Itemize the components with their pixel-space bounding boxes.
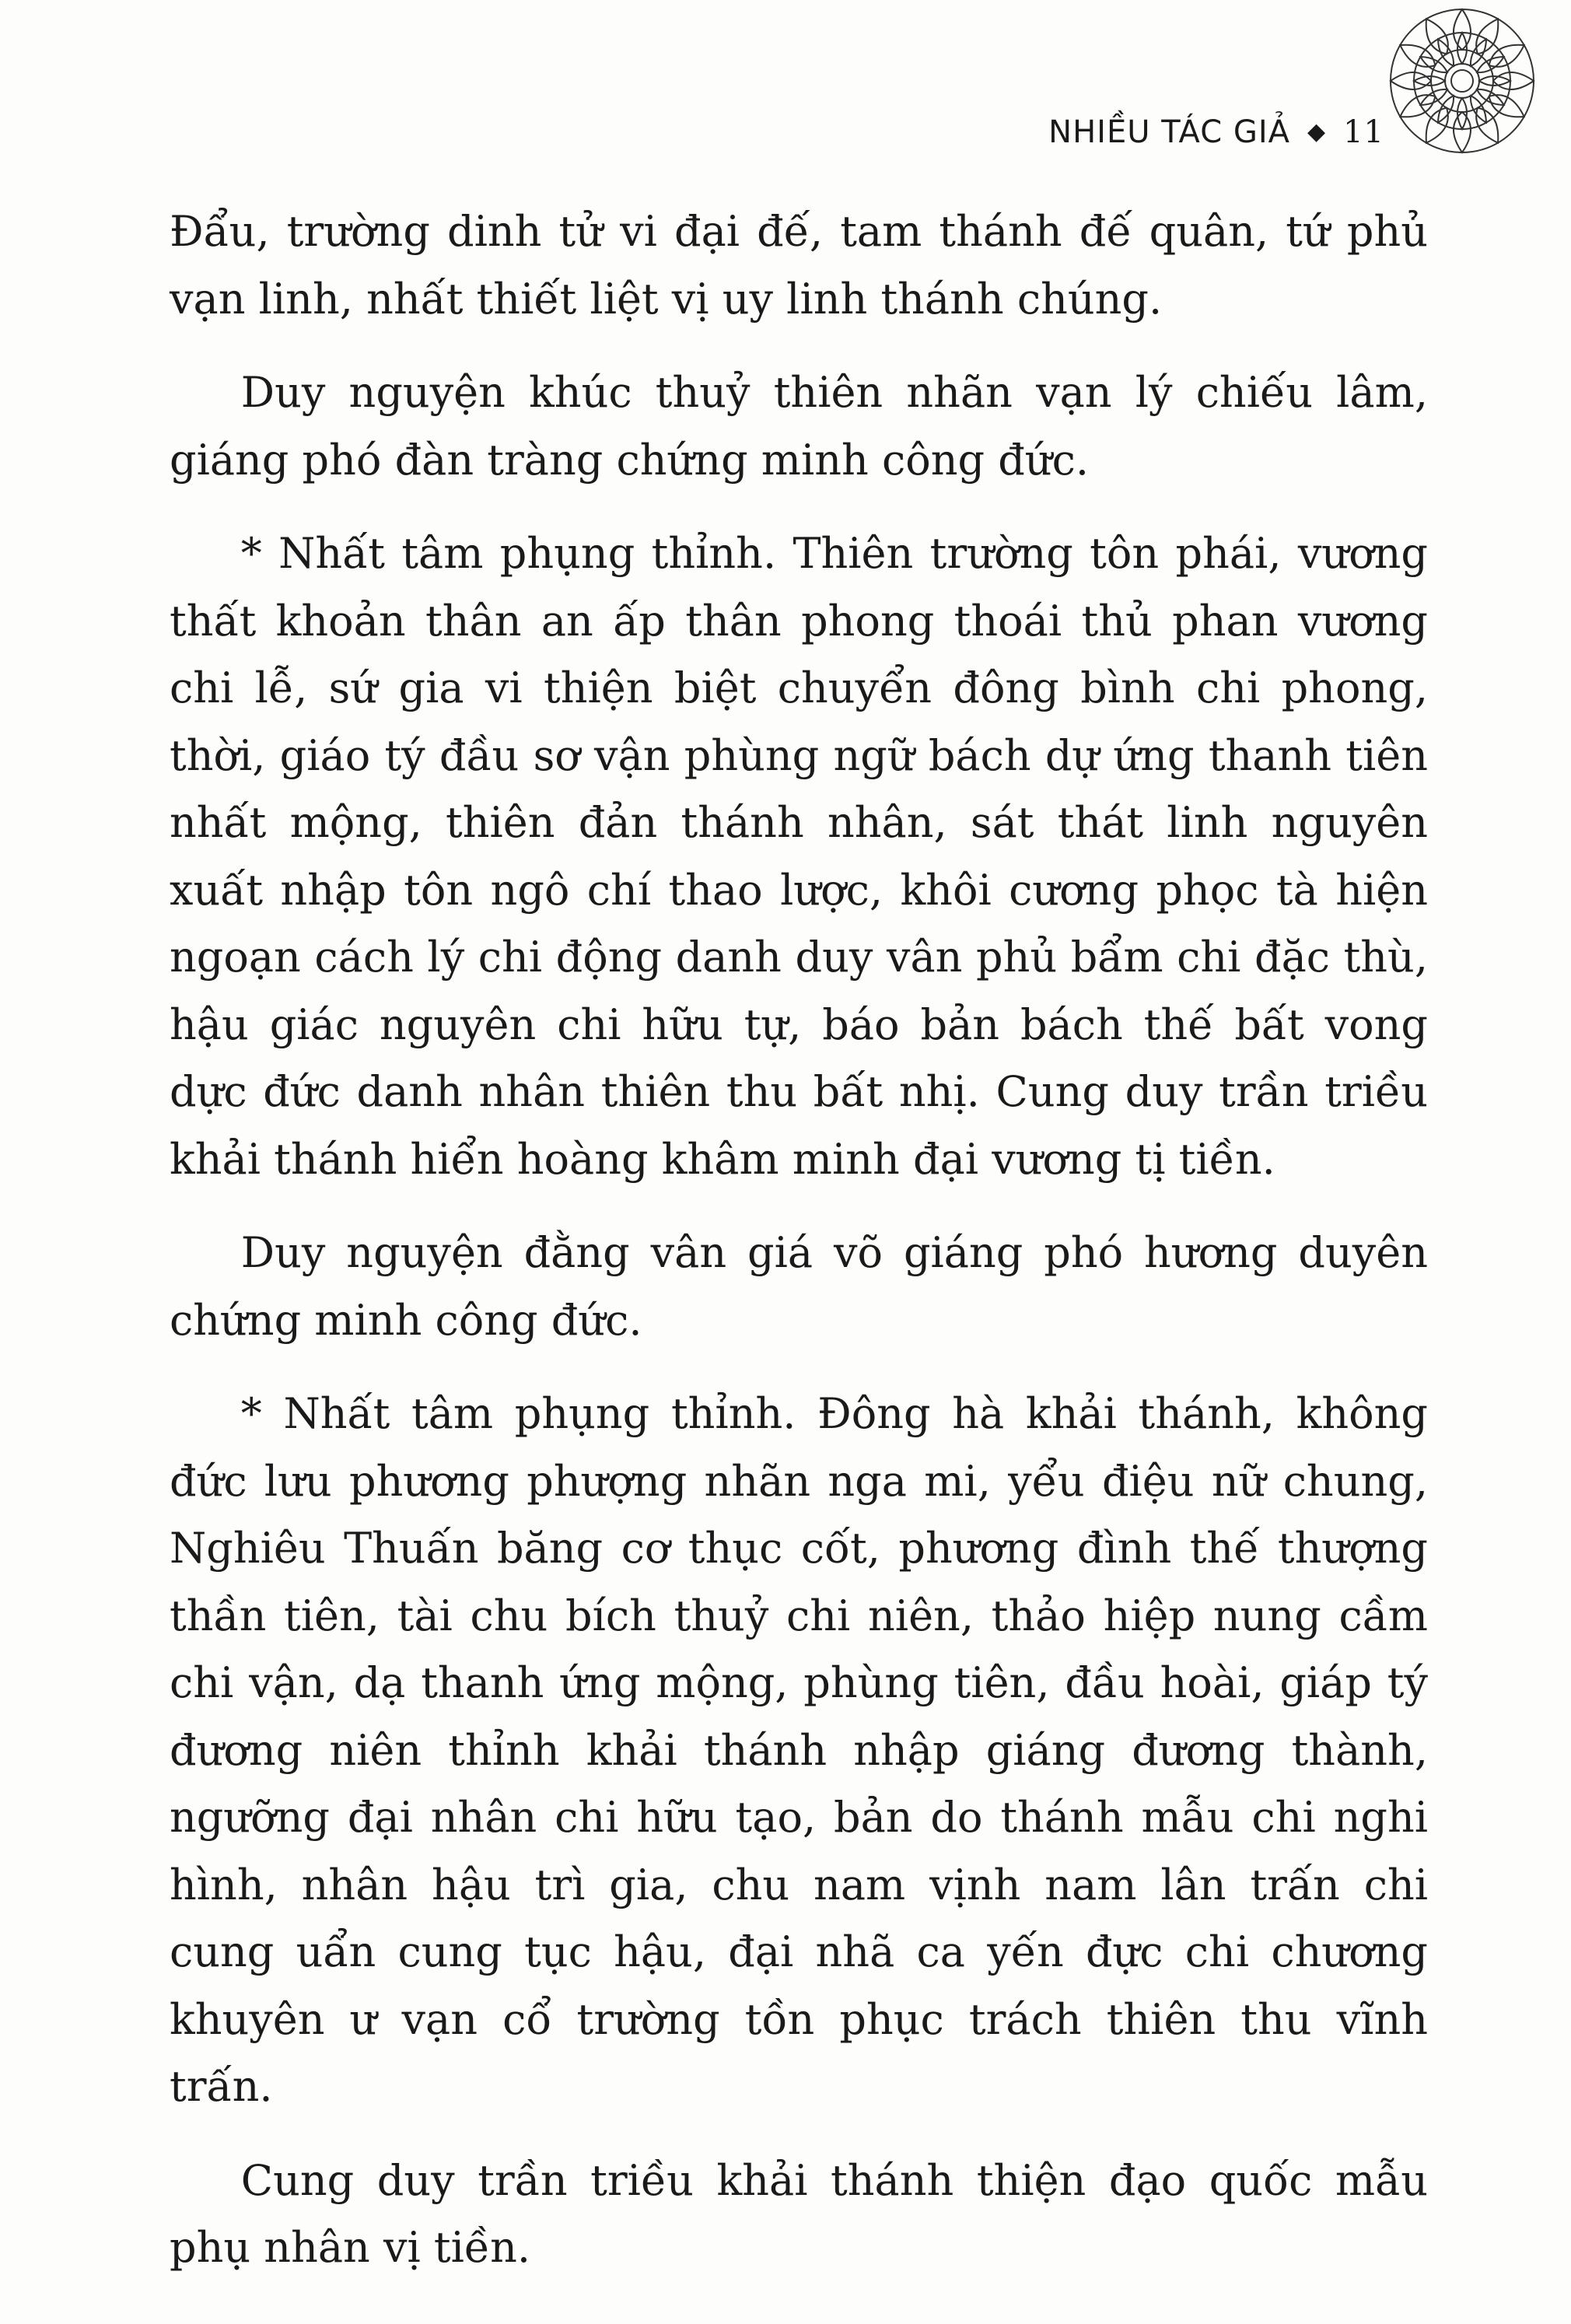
diamond-separator-icon: ◆ (1307, 118, 1327, 145)
paragraph-2: Duy nguyện khúc thuỷ thiên nhãn vạn lý chiếu lâm, giáng phó đàn tràng chứng minh công đức. (170, 368, 1428, 485)
paragraph-5: * Nhất tâm phụng thỉnh. Đông hà khải thánh, không đức lưu phương phượng nhãn nga mi, yểu điệu nữ chung, Nghiêu Thuấn băng cơ thục cốt, phương đình thế thượng thần tiên, tài chu bích thuỷ chi niên, thảo hiệp nung cầm chi vận, dạ thanh ứng mộng, phùng tiên, đầu hoài, giáp tý đương niên thỉnh khải thánh nhập giáng đương thành, ngưỡng đại nhân chi hữu tạo, bản do thánh mẫu chi nghi hình, nhân hậu trì gia, chu nam vịnh nam lân trấn chi cung uẩn cung tục hậu, đại nhã ca yến đực chi chương khuyên ư vạn cổ trường tồn phục trách thiên thu vĩnh trấn. (170, 1389, 1428, 2111)
paragraph-3: * Nhất tâm phụng thỉnh. Thiên trường tôn phái, vương thất khoản thân an ấp thân phong thoái thủ phan vương chi lễ, sứ gia vi thiện biệt chuyển đông bình chi phong, thời, giáo tý đầu sơ vận phùng ngữ bách dự ứng thanh tiên nhất mộng, thiên đản thánh nhân, sát thát linh nguyên xuất nhập tôn ngô chí thao lược, khôi cương phọc tà hiện ngoạn cách lý chi động danh duy vân phủ bẩm chi đặc thù, hậu giác nguyên chi hữu tự, báo bản bách thế bất vong dực đức danh nhân thiên thu bất nhị. Cung duy trần triều khải thánh hiển hoàng khâm minh đại vương tị tiền. (170, 529, 1428, 1184)
running-header (1048, 109, 1384, 156)
mandala-ornament-icon (1384, 3, 1540, 159)
body-text (170, 198, 1428, 2308)
paragraph-4: Duy nguyện đằng vân giá võ giáng phó hương duyên chứng minh công đức. (170, 1228, 1428, 1345)
page-number: 11 (1343, 114, 1384, 150)
header-author: NHIỀU TÁC GIẢ (1048, 114, 1291, 150)
paragraph-6: Cung duy trần triều khải thánh thiện đạo quốc mẫu phụ nhân vị tiền. (170, 2155, 1428, 2272)
paragraph-1: Đẩu, trường dinh tử vi đại đế, tam thánh đế quân, tứ phủ vạn linh, nhất thiết liệt vị uy linh thánh chúng. (170, 207, 1428, 324)
